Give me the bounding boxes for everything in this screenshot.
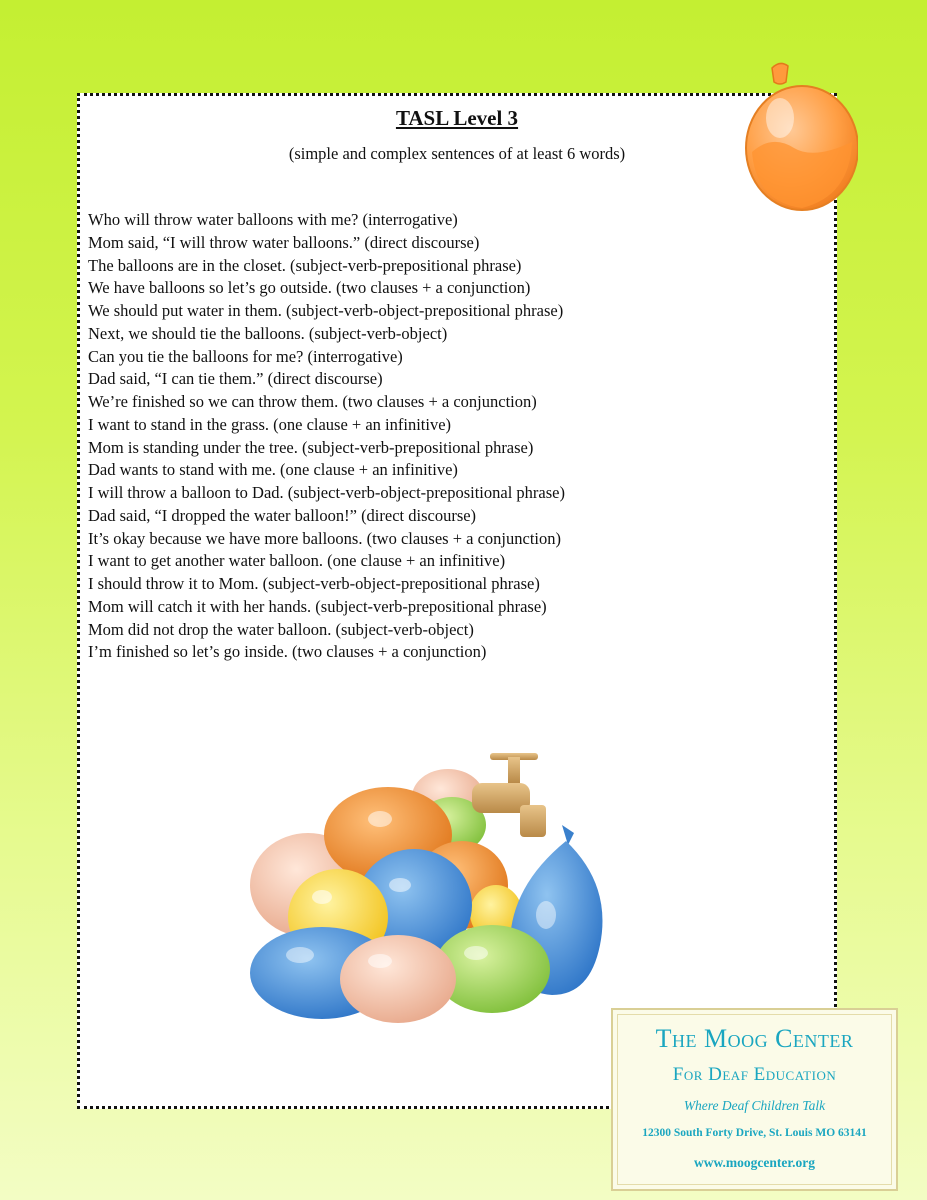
sentence-item: Who will throw water balloons with me? (interrogative) bbox=[88, 210, 458, 229]
sentence-item: I will throw a balloon to Dad. (subject-verb-object-prepositional phrase) bbox=[88, 483, 565, 502]
orange-balloon-icon bbox=[742, 56, 858, 216]
sentence-item: Mom said, “I will throw water balloons.” (direct discourse) bbox=[88, 232, 480, 252]
sentence-item: Dad wants to stand with me. (one clause + an infinitive) bbox=[88, 460, 458, 480]
sentence-item: Can you tie the balloons for me? (interrogative) bbox=[88, 346, 403, 366]
water-balloons-illustration bbox=[240, 745, 610, 1025]
sentence-item: I want to get another water balloon. (one clause + an infinitive) bbox=[88, 551, 506, 571]
sentence-item: We’re finished so we can throw them. (two clauses + a conjunction) bbox=[88, 392, 537, 411]
logo-tagline: Where Deaf Children Talk bbox=[683, 1098, 826, 1113]
sentence-item: Mom is standing under the tree. (subject-verb-prepositional phrase) bbox=[88, 437, 534, 457]
sentence-item: Next, we should tie the balloons. (subject-verb-object) bbox=[88, 323, 448, 343]
logo-website[interactable]: www.moogcenter.org bbox=[694, 1155, 815, 1170]
sentence-item: Dad said, “I dropped the water balloon!” (direct discourse) bbox=[88, 505, 477, 525]
logo-address: 12300 South Forty Drive, St. Louis MO 63141 bbox=[642, 1127, 867, 1139]
sentence-item: Dad said, “I can tie them.” (direct discourse) bbox=[88, 369, 383, 389]
sentence-list bbox=[88, 209, 565, 664]
sentence-item: Mom will catch it with her hands. (subject-verb-prepositional phrase) bbox=[88, 596, 547, 616]
moog-center-logo bbox=[611, 1008, 898, 1191]
sentence-item: We have balloons so let’s go outside. (two clauses + a conjunction) bbox=[88, 278, 531, 298]
sentence-item: The balloons are in the closet. (subject-verb-prepositional phrase) bbox=[88, 255, 522, 275]
logo-subname: For Deaf Education bbox=[672, 1064, 837, 1085]
worksheet-title: TASL Level 3 bbox=[395, 106, 519, 130]
logo-name: The Moog Center bbox=[655, 1024, 854, 1053]
sentence-item: I should throw it to Mom. (subject-verb-object-prepositional phrase) bbox=[88, 574, 540, 593]
sentence-item: I’m finished so let’s go inside. (two clauses + a conjunction) bbox=[88, 642, 487, 662]
sentence-item: We should put water in them. (subject-verb-object-prepositional phrase) bbox=[88, 301, 564, 320]
sentence-item: It’s okay because we have more balloons. (two clauses + a conjunction) bbox=[88, 528, 561, 548]
worksheet-subtitle: (simple and complex sentences of at least 6 words) bbox=[288, 144, 626, 163]
sentence-item: Mom did not drop the water balloon. (subject-verb-object) bbox=[88, 619, 474, 639]
sentence-item: I want to stand in the grass. (one clause + an infinitive) bbox=[88, 414, 452, 434]
